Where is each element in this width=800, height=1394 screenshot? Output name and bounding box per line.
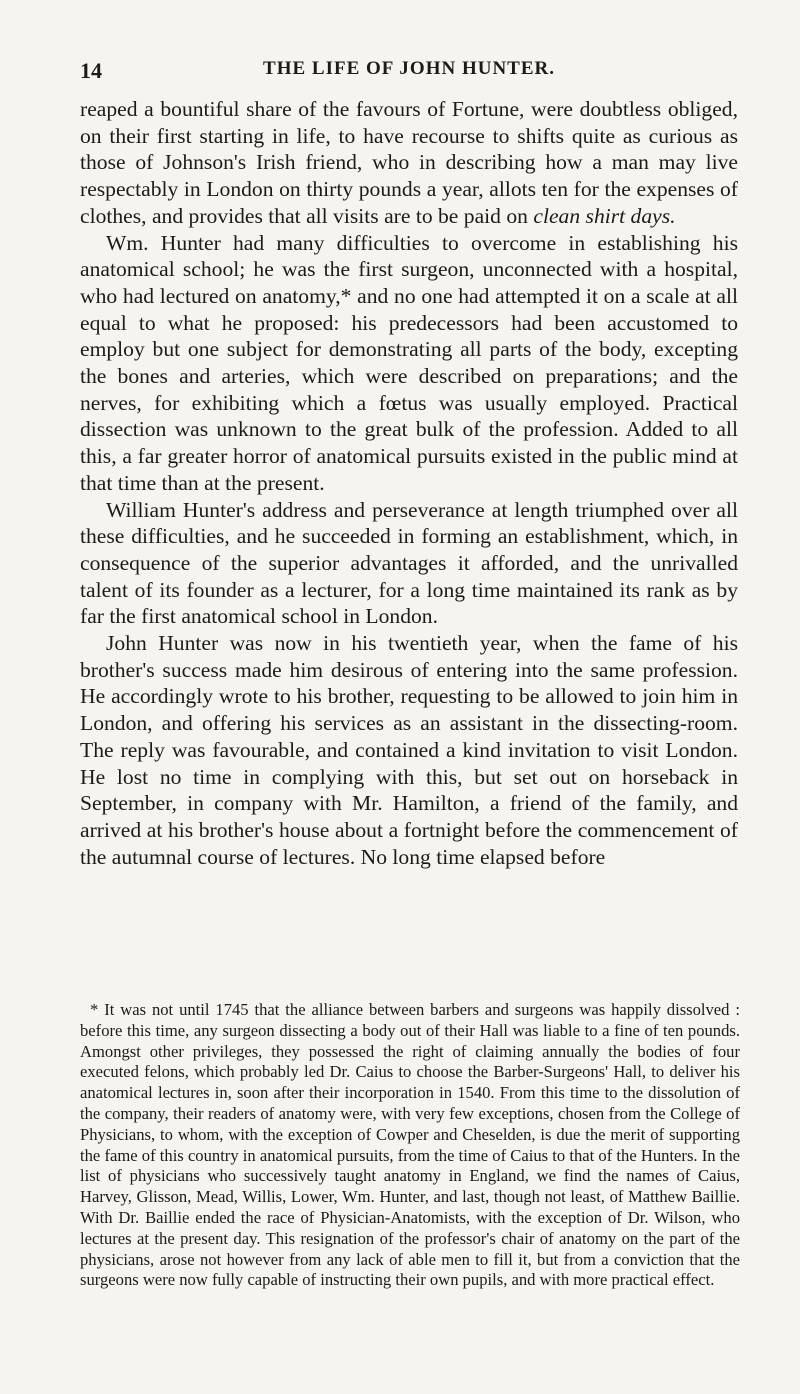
paragraph: William Hunter's address and perseverance at length triumphed over all these difficulties, and he succeeded in forming an establishment, which, in consequence of the superior advantages it afforded, and the unrivalled talent of its founder as a lecturer, for a long time maintained its rank as by far the first anatomical school in London. <box>80 497 738 629</box>
italic-phrase: clean shirt days. <box>533 203 676 228</box>
running-header <box>80 58 738 86</box>
footnote <box>80 1000 740 1291</box>
paragraph: John Hunter was now in his twentieth year, when the fame of his brother's success made him desirous of entering into the same profession. He accordingly wrote to his brother, requesting to be allowed to join him in London, and offering his services as an assistant in the dissecting-room. The reply was favourable, and contained a kind invitation to visit London. He lost no time in complying with this, but set out on horseback in September, in company with Mr. Hamilton, a friend of the family, and arrived at his brother's house about a fortnight before the commencement of the autumnal course of lectures. No long time elapsed before <box>80 631 738 869</box>
footnote-text: * It was not until 1745 that the alliance between barbers and surgeons was happily dissolved : before this time, any surgeon dissecting a body out of their Hall was liable to a fine of ten pounds. Amongst other privileges, they possessed the right of claiming annually the bodies of four executed felons, which probably led Dr. Caius to choose the Barber-Surgeons' Hall, to deliver his anatomical lectures in, soon after their incorporation in 1540. From this time to the dissolution of the company, their readers of anatomy were, with very few exceptions, chosen from the College of Physicians, to whom, with the exception of Cowper and Cheselden, is due the merit of supporting the fame of this country in anatomical pursuits, from the time of Caius to that of the Hunters. In the list of physicians who successively taught anatomy in England, we find the names of Caius, Harvey, Glisson, Mead, Willis, Lower, Wm. Hunter, and last, though not least, of Matthew Baillie. With Dr. Baillie ended the race of Physician-Anatomists, with the exception of Dr. Wilson, who lectures at the present day. This resignation of the professor's chair of anatomy on the part of the physicians, arose not however from any lack of able men to fill it, but from a conviction that the surgeons were now fully capable of instructing their own pupils, and with more practical effect. <box>80 1000 740 1290</box>
body-text <box>80 96 738 870</box>
page-number: 14 <box>80 58 102 83</box>
paragraph-text: reaped a bountiful share of the favours of Fortune, were doubtless obliged, on their first starting in life, to have recourse to shifts quite as curious as those of Johnson's Irish friend, who in describing how a man may live respectably in London on thirty pounds a year, allots ten for the expenses of clothes, and provides that all visits are to be paid on <box>80 97 738 228</box>
paragraph-continued <box>80 96 738 230</box>
paragraph: Wm. Hunter had many difficulties to overcome in establishing his anatomical school; he was the first surgeon, unconnected with a hospital, who had lectured on anatomy,* and no one had attempted it on a scale at all equal to what he proposed: his predecessors had been accustomed to employ but one subject for demonstrating all parts of the body, excepting the bones and arteries, which were described on preparations; and the nerves, for exhibiting which a fœtus was usually employed. Practical dissection was unknown to the great bulk of the profession. Added to all this, a far greater horror of anatomical pursuits existed in the public mind at that time than at the present. <box>80 230 738 495</box>
running-title: THE LIFE OF JOHN HUNTER. <box>263 58 555 79</box>
